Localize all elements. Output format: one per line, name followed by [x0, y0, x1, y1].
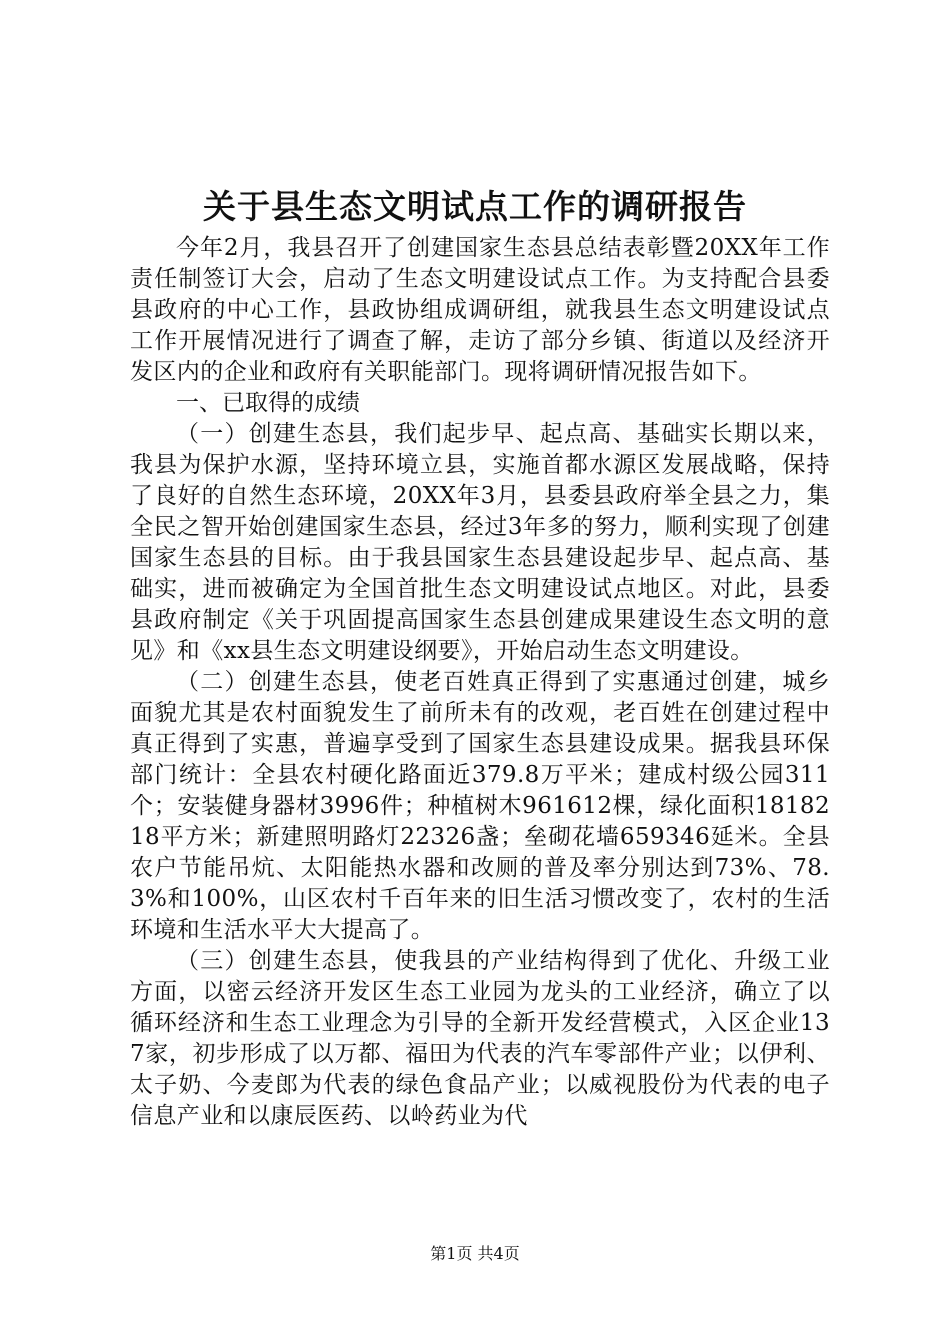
document-body	[130, 233, 830, 1132]
page-footer: 第1页 共4页	[430, 1244, 520, 1263]
paragraph-part-2: （二）创建生态县，使老百姓真正得到了实惠通过创建，城乡面貌尤其是农村面貌发生了前所未有的改观，老百姓在创建过程中真正得到了实惠，普遍享受到了国家生态县建设成果。据我县环保部门统计：全县农村硬化路面近379.8万平米；建成村级公园311个；安装健身器材3996件；种植树木961612棵，绿化面积1818218平方米；新建照明路灯22326盏；垒砌花墙659346延米。全县农户节能吊炕、太阳能热水器和改厕的普及率分别达到73%、78.3%和100%，山区农村千百年来的旧生活习惯改变了，农村的生活环境和生活水平大大提高了。	[130, 669, 830, 943]
paragraph-part-1: （一）创建生态县，我们起步早、起点高、基础实长期以来，我县为保护水源，坚持环境立县，实施首都水源区发展战略，保持了良好的自然生态环境，20XX年3月，县委县政府举全县之力，集全民之智开始创建国家生态县，经过3年多的努力，顺利实现了创建国家生态县的目标。由于我县国家生态县建设起步早、起点高、基础实，进而被确定为全国首批生态文明建设试点地区。对此，县委县政府制定《关于巩固提高国家生态县创建成果建设生态文明的意见》和《xx县生态文明建设纲要》，开始启动生态文明建设。	[130, 421, 830, 664]
intro-paragraph: 今年2月，我县召开了创建国家生态县总结表彰暨20XX年工作责任制签订大会，启动了生态文明建设试点工作。为支持配合县委县政府的中心工作，县政协组成调研组，就我县生态文明建设试点工作开展情况进行了调查了解，走访了部分乡镇、街道以及经济开发区内的企业和政府有关职能部门。现将调研情况报告如下。	[130, 235, 830, 385]
document-title: 关于县生态文明试点工作的调研报告	[203, 187, 747, 226]
paragraph-part-3: （三）创建生态县，使我县的产业结构得到了优化、升级工业方面，以密云经济开发区生态工业园为龙头的工业经济，确立了以循环经济和生态工业理念为引导的全新开发经营模式，入区企业137家，初步形成了以万都、福田为代表的汽车零部件产业；以伊利、太子奶、今麦郎为代表的绿色食品产业；以威视股份为代表的电子信息产业和以康辰医药、以岭药业为代	[130, 948, 830, 1129]
section-heading-achievements: 一、已取得的成绩	[176, 390, 360, 416]
